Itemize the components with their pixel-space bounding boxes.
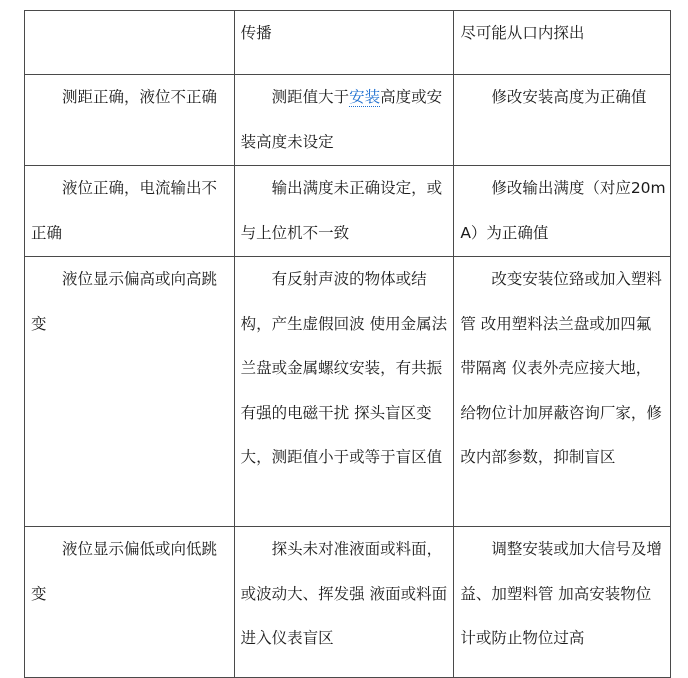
header-cell-cause: 传播 xyxy=(234,11,454,75)
cause-cell: 探头未对准液面或料面，或波动大、挥发强 液面或料面进入仪表盲区 xyxy=(234,527,454,678)
symptom-cell: 液位显示偏高或向高跳变 xyxy=(25,257,235,527)
cause-cell xyxy=(234,75,454,166)
cause-cell: 有反射声波的物体或结构，产生虚假回波 使用金属法兰盘或金属螺纹安装，有共振 有强的电磁干扰 探头盲区变大，测距值小于或等于盲区值 xyxy=(234,257,454,527)
table-header-row xyxy=(25,11,671,75)
cause-cell: 输出满度未正确设定，或与上位机不一致 xyxy=(234,166,454,257)
table-row xyxy=(25,166,671,257)
table-row xyxy=(25,527,671,678)
troubleshooting-table xyxy=(24,10,671,678)
table-row xyxy=(25,75,671,166)
cause-text-part: 测距值大于 xyxy=(271,88,350,106)
install-link[interactable]: 安装 xyxy=(349,88,381,106)
table-row xyxy=(25,257,671,527)
symptom-cell: 液位显示偏低或向低跳变 xyxy=(25,527,235,678)
solution-cell: 修改输出满度（对应20mA）为正确值 xyxy=(454,166,671,257)
header-cell-symptom xyxy=(25,11,235,75)
symptom-cell: 液位正确，电流输出不正确 xyxy=(25,166,235,257)
cause-text-part: 高度或安装高度未设定 xyxy=(240,88,443,151)
solution-cell: 修改安装高度为正确值 xyxy=(454,75,671,166)
solution-cell: 改变安装位臵或加入塑料管 改用塑料法兰盘或加四氟带隔离 仪表外壳应接大地，给物位计加屏蔽咨询厂家，修改内部参数，抑制盲区 xyxy=(454,257,671,527)
solution-cell: 调整安装或加大信号及增益、加塑料管 加高安装物位计或防止物位过高 xyxy=(454,527,671,678)
header-cell-solution: 尽可能从口内探出 xyxy=(454,11,671,75)
symptom-cell: 测距正确，液位不正确 xyxy=(25,75,235,166)
